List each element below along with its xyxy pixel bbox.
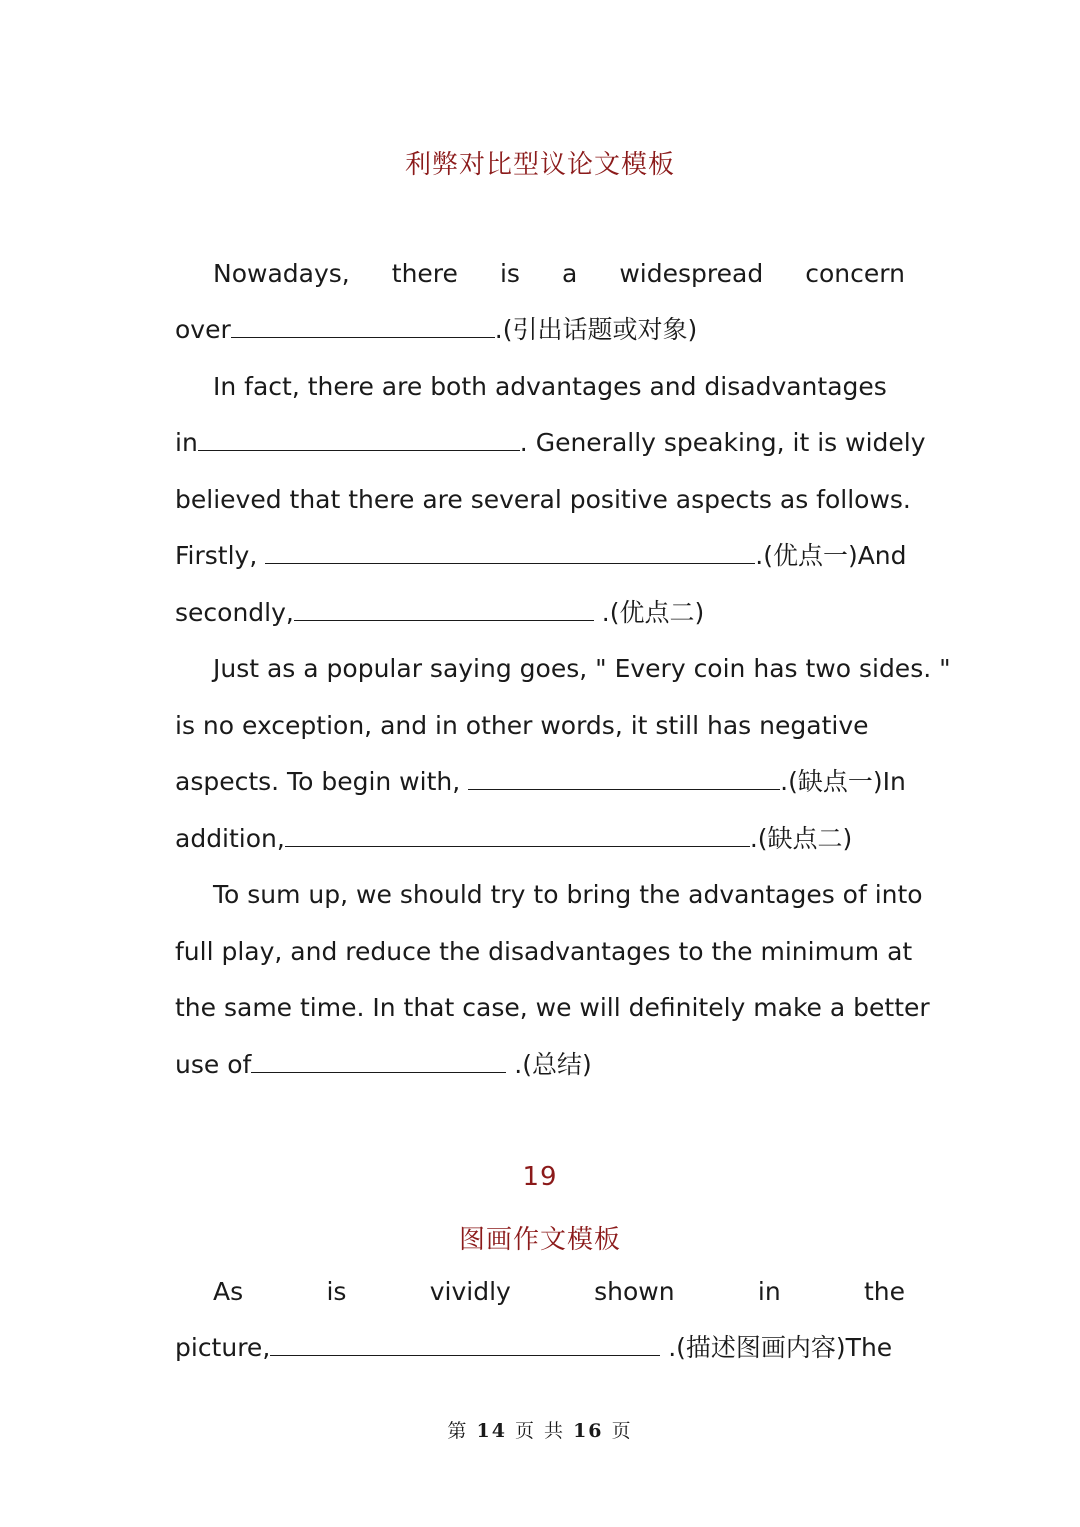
fill-in-blank (285, 824, 750, 847)
footer-prefix: 第 (447, 1420, 469, 1442)
text: secondly, (175, 598, 294, 627)
fill-in-blank (265, 541, 755, 564)
section-heading-pros-cons: 利弊对比型议论文模板 (404, 150, 675, 180)
word: is (499, 259, 520, 288)
text: addition, (175, 824, 285, 853)
footer-middle: 页 共 (514, 1420, 566, 1442)
section-number: 19 (522, 1162, 558, 1192)
word: widespread (619, 259, 764, 288)
text: Firstly, (175, 541, 266, 570)
paragraph-3-line-2: is no exception, and in other words, it still has negative (175, 711, 869, 740)
paragraph-5-line-1 (213, 1276, 905, 1308)
paragraph-4-line-2: full play, and reduce the disadvantages to the minimum at (175, 937, 913, 966)
paragraph-4-line-1: To sum up, we should try to bring the advantages of into (213, 880, 923, 909)
paragraph-5-line-2 (175, 1332, 905, 1364)
word: vividly (429, 1277, 511, 1306)
paragraph-2-line-4 (175, 540, 905, 572)
word: the (863, 1277, 905, 1306)
paragraph-2-line-5 (175, 597, 905, 629)
word: is (326, 1277, 347, 1306)
annotation-text: .(描述图画内容)The (660, 1333, 893, 1362)
word: concern (805, 259, 905, 288)
paragraph-2-line-2 (175, 427, 926, 459)
page-footer (0, 1416, 1080, 1443)
paragraph-2-line-1: In fact, there are both advantages and disadvantages (213, 372, 887, 401)
text: aspects. To begin with, (175, 767, 469, 796)
annotation-text: .(引出话题或对象) (494, 315, 698, 344)
annotation-text: .(优点一)And (755, 541, 907, 570)
text: over (175, 315, 231, 344)
annotation-text: .(总结) (506, 1050, 592, 1079)
fill-in-blank (231, 315, 495, 338)
paragraph-4-line-4 (175, 1049, 905, 1081)
section-heading-picture: 图画作文模板 (458, 1225, 621, 1255)
fill-in-blank (251, 1050, 506, 1073)
paragraph-2-line-3: believed that there are several positive aspects as follows. (175, 485, 911, 514)
word: in (757, 1277, 781, 1306)
text: picture, (175, 1333, 271, 1362)
footer-suffix: 页 (611, 1420, 633, 1442)
text: in (175, 428, 198, 457)
paragraph-4-line-3: the same time. In that case, we will definitely make a better (175, 993, 930, 1022)
paragraph-3-line-3 (175, 766, 905, 798)
word: As (213, 1277, 244, 1306)
paragraph-1-line-1 (213, 258, 905, 290)
word: Nowadays, (213, 259, 350, 288)
annotation-text: .(缺点二) (749, 824, 853, 853)
fill-in-blank (294, 598, 594, 621)
word: shown (594, 1277, 675, 1306)
total-pages-number: 16 (573, 1420, 604, 1442)
word: there (391, 259, 458, 288)
paragraph-1-line-2 (175, 314, 905, 346)
text: . Generally speaking, it is widely (519, 428, 926, 457)
fill-in-blank (468, 767, 780, 790)
text: use of (175, 1050, 252, 1079)
fill-in-blank (198, 428, 520, 451)
paragraph-3-line-1: Just as a popular saying goes, " Every coin has two sides. " (213, 654, 951, 683)
current-page-number: 14 (476, 1420, 507, 1442)
fill-in-blank (270, 1333, 660, 1356)
annotation-text: .(优点二) (593, 598, 705, 627)
word: a (561, 259, 578, 288)
paragraph-3-line-4 (175, 823, 905, 855)
annotation-text: .(缺点一)In (780, 767, 906, 796)
